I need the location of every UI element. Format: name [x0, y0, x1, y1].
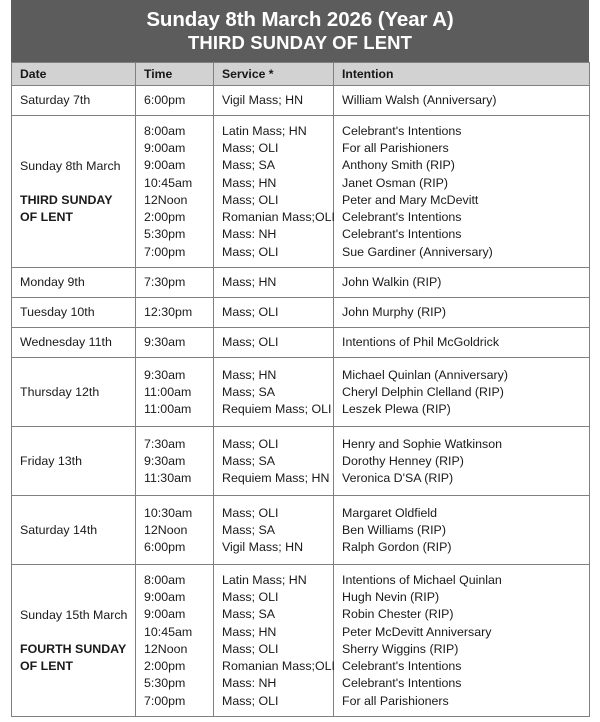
intention-entry: Peter McDevitt Anniversary — [342, 624, 492, 639]
cell-time — [136, 86, 214, 116]
time-entry: 12Noon — [144, 192, 188, 207]
cell-time — [136, 298, 214, 328]
intention-entry: For all Parishioners — [342, 141, 449, 156]
service-entry: Mass; SA — [222, 453, 276, 468]
intention-entry: Michael Quinlan (Anniversary) — [342, 367, 508, 382]
banner-season-title: THIRD SUNDAY OF LENT — [187, 32, 413, 53]
mass-schedule-table — [11, 62, 590, 717]
time-entry: 10:45am — [144, 624, 193, 639]
date-label: Sunday 8th March — [20, 158, 121, 173]
time-entry: 9:30am — [144, 367, 186, 382]
time-entry: 9:00am — [144, 607, 186, 622]
date-label: Saturday 14th — [20, 522, 98, 537]
column-header-service: Service * — [214, 63, 334, 86]
date-label: Sunday 15th March — [20, 607, 128, 622]
date-label: Monday 9th — [20, 275, 85, 290]
time-entry: 9:30am — [144, 453, 186, 468]
time-entry: 2:00pm — [144, 659, 186, 674]
service-entry: Mass; OLI — [222, 305, 279, 320]
cell-intention — [334, 427, 590, 496]
intention-entry: Ben Williams (RIP) — [342, 522, 446, 537]
cell-date — [12, 496, 136, 565]
table-header — [12, 63, 590, 86]
table-body — [12, 86, 590, 717]
service-entry: Latin Mass; HN — [222, 124, 307, 139]
service-entry: Mass; OLI — [222, 244, 279, 259]
table-row — [12, 86, 590, 116]
cell-service — [214, 427, 334, 496]
service-entry: Mass; SA — [222, 384, 276, 399]
time-entry: 6:00pm — [144, 93, 186, 108]
service-entry: Mass; HN — [222, 175, 277, 190]
service-entry: Mass; OLI — [222, 335, 279, 350]
service-entry: Vigil Mass; HN — [222, 539, 304, 554]
intention-entry: Margaret Oldfield — [342, 505, 438, 520]
service-entry: Mass; SA — [222, 158, 276, 173]
intention-entry: Celebrant's Intentions — [342, 210, 462, 225]
time-entry: 10:45am — [144, 175, 193, 190]
service-entry: Vigil Mass; HN — [222, 93, 304, 108]
intention-entry: Sherry Wiggins (RIP) — [342, 641, 459, 656]
table-row — [12, 496, 590, 565]
intention-entry: William Walsh (Anniversary) — [342, 93, 497, 108]
table-header-row — [12, 63, 590, 86]
cell-date — [12, 427, 136, 496]
cell-time — [136, 358, 214, 427]
schedule-banner — [11, 0, 589, 62]
cell-service — [214, 86, 334, 116]
time-entry: 11:00am — [144, 384, 192, 399]
season-label-line: OF LENT — [20, 209, 73, 224]
service-entry: Mass; OLI — [222, 141, 279, 156]
table-row — [12, 116, 590, 268]
date-label: Wednesday 11th — [20, 335, 112, 350]
intention-entry: Henry and Sophie Watkinson — [342, 436, 503, 451]
intention-entry: Celebrant's Intentions — [342, 124, 462, 139]
cell-time — [136, 427, 214, 496]
service-entry: Mass; OLI — [222, 693, 279, 708]
cell-service — [214, 496, 334, 565]
table-row — [12, 268, 590, 298]
cell-time — [136, 565, 214, 717]
intention-entry: Celebrant's Intentions — [342, 227, 462, 242]
time-entry: 9:00am — [144, 590, 186, 605]
cell-time — [136, 496, 214, 565]
cell-service — [214, 565, 334, 717]
intention-entry: Peter and Mary McDevitt — [342, 192, 479, 207]
service-entry: Mass; HN — [222, 624, 277, 639]
service-entry: Mass; OLI — [222, 641, 279, 656]
column-header-date: Date — [12, 63, 136, 86]
cell-time — [136, 268, 214, 298]
season-label-line: OF LENT — [20, 658, 73, 673]
service-entry: Mass; OLI — [222, 505, 279, 520]
cell-date — [12, 116, 136, 268]
time-entry: 9:00am — [144, 158, 186, 173]
intention-entry: Dorothy Henney (RIP) — [342, 453, 464, 468]
date-label: Friday 13th — [20, 453, 82, 468]
intention-entry: Celebrant's Intentions — [342, 676, 462, 691]
intention-entry: Anthony Smith (RIP) — [342, 158, 455, 173]
time-entry: 8:00am — [144, 124, 186, 139]
intention-entry: Ralph Gordon (RIP) — [342, 539, 452, 554]
table-row — [12, 298, 590, 328]
service-entry: Mass; OLI — [222, 590, 279, 605]
time-entry: 5:30pm — [144, 227, 186, 242]
service-entry: Mass; SA — [222, 522, 276, 537]
service-entry: Latin Mass; HN — [222, 573, 307, 588]
intention-entry: Cheryl Delphin Clelland (RIP) — [342, 384, 504, 399]
service-entry: Mass; HN — [222, 367, 277, 382]
cell-date — [12, 328, 136, 358]
table-row — [12, 565, 590, 717]
intention-entry: John Murphy (RIP) — [342, 305, 446, 320]
date-label: Tuesday 10th — [20, 305, 95, 320]
cell-time — [136, 328, 214, 358]
cell-service — [214, 116, 334, 268]
intention-entry: Intentions of Michael Quinlan — [342, 573, 502, 588]
date-label: Saturday 7th — [20, 93, 91, 108]
intention-entry: Leszek Plewa (RIP) — [342, 401, 451, 416]
intention-entry: Sue Gardiner (Anniversary) — [342, 244, 493, 259]
service-entry: Romanian Mass;OLI — [222, 210, 335, 225]
season-label — [20, 641, 127, 675]
time-entry: 12:30pm — [144, 305, 193, 320]
cell-date — [12, 86, 136, 116]
service-entry: Mass; OLI — [222, 192, 279, 207]
cell-intention — [334, 116, 590, 268]
intention-entry: Hugh Nevin (RIP) — [342, 590, 440, 605]
service-entry: Mass: NH — [222, 676, 277, 691]
time-entry: 6:00pm — [144, 539, 186, 554]
time-entry: 9:30am — [144, 335, 186, 350]
table-row — [12, 358, 590, 427]
time-entry: 11:00am — [144, 401, 192, 416]
season-label-line: THIRD SUNDAY — [20, 192, 113, 207]
time-entry: 2:00pm — [144, 210, 186, 225]
cell-date — [12, 565, 136, 717]
time-entry: 7:00pm — [144, 693, 186, 708]
cell-service — [214, 268, 334, 298]
season-label-line: FOURTH SUNDAY — [20, 641, 127, 656]
time-entry: 9:00am — [144, 141, 186, 156]
service-entry: Romanian Mass;OLI — [222, 659, 335, 674]
cell-intention — [334, 268, 590, 298]
service-entry: Requiem Mass; HN — [222, 470, 330, 485]
cell-intention — [334, 358, 590, 427]
intention-entry: Intentions of Phil McGoldrick — [342, 335, 500, 350]
table-row — [12, 328, 590, 358]
intention-entry: Robin Chester (RIP) — [342, 607, 454, 622]
time-entry: 7:30am — [144, 436, 186, 451]
time-entry: 8:00am — [144, 573, 186, 588]
service-entry: Requiem Mass; OLI — [222, 401, 332, 416]
time-entry: 7:00pm — [144, 244, 186, 259]
time-entry: 12Noon — [144, 641, 188, 656]
table-row — [12, 427, 590, 496]
service-entry: Mass; SA — [222, 607, 276, 622]
cell-service — [214, 328, 334, 358]
cell-intention — [334, 496, 590, 565]
service-entry: Mass: NH — [222, 227, 277, 242]
banner-date-title: Sunday 8th March 2026 (Year A) — [146, 8, 454, 31]
time-entry: 7:30pm — [144, 275, 186, 290]
cell-intention — [334, 328, 590, 358]
intention-entry: Janet Osman (RIP) — [342, 175, 449, 190]
cell-intention — [334, 298, 590, 328]
time-entry: 12Noon — [144, 522, 188, 537]
season-label — [20, 192, 127, 226]
cell-date — [12, 268, 136, 298]
time-entry: 5:30pm — [144, 676, 186, 691]
intention-entry: John Walkin (RIP) — [342, 275, 442, 290]
intention-entry: Veronica D'SA (RIP) — [342, 470, 454, 485]
service-entry: Mass; OLI — [222, 436, 279, 451]
cell-date — [12, 358, 136, 427]
column-header-intention: Intention — [334, 63, 590, 86]
intention-entry: For all Parishioners — [342, 693, 449, 708]
cell-service — [214, 298, 334, 328]
time-entry: 11:30am — [144, 470, 192, 485]
time-entry: 10:30am — [144, 505, 193, 520]
cell-time — [136, 116, 214, 268]
column-header-time: Time — [136, 63, 214, 86]
cell-intention — [334, 565, 590, 717]
cell-date — [12, 298, 136, 328]
date-label: Thursday 12th — [20, 384, 100, 399]
cell-intention — [334, 86, 590, 116]
cell-service — [214, 358, 334, 427]
intention-entry: Celebrant's Intentions — [342, 659, 462, 674]
service-entry: Mass; HN — [222, 275, 277, 290]
